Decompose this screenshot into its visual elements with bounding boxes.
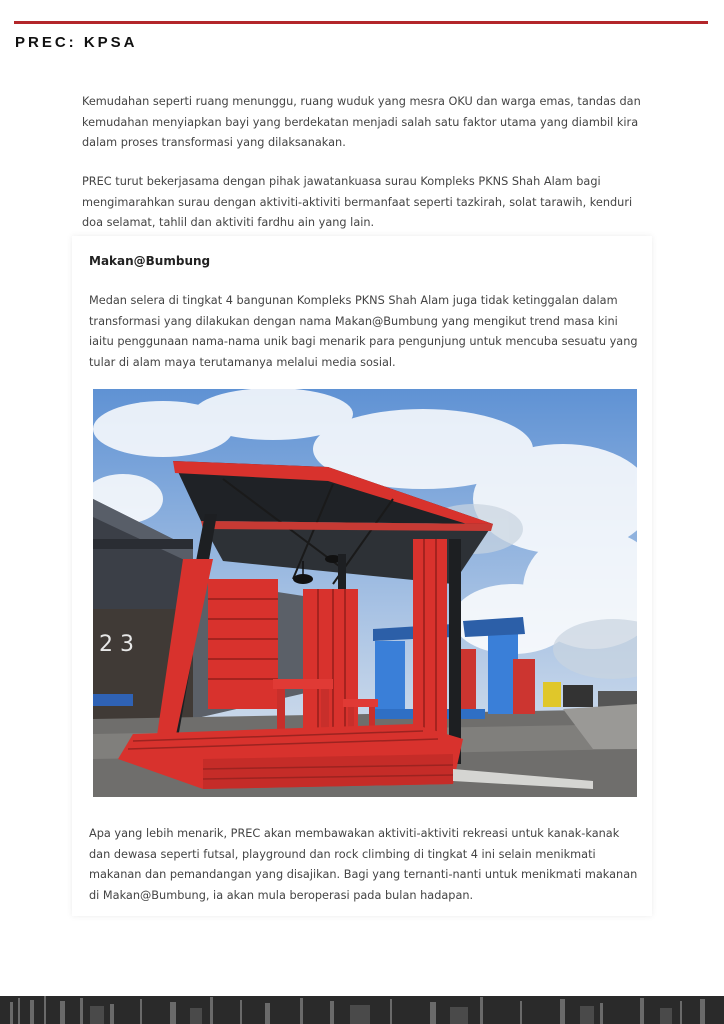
- wall-number: 2 3: [99, 632, 134, 657]
- section-title: Makan@Bumbung: [89, 254, 211, 268]
- rooftop-pavilion-photo: [93, 389, 637, 797]
- footer-band: [0, 996, 724, 1024]
- paragraph-recreation: Apa yang lebih menarik, PREC akan membawakan aktiviti-aktiviti rekreasi untuk kanak-kanak dan dewasa seperti futsal, playground dan rock climbing di tingkat 4 ini selain menikmati makanan dan pemandangan yang disajikan. Bagi yang ternanti-nanti untuk menikmati makanan di Makan@Bumbung, ia akan mula beroperasi pada bulan hadapan.: [89, 827, 638, 902]
- paragraph-food-court: Medan selera di tingkat 4 bangunan Kompleks PKNS Shah Alam juga tidak ketinggalan dalam transformasi yang dilakukan dengan nama Makan@Bumbung yang mengikut trend masa kini iaitu penggunaan nama-nama unik bagi menarik para pengunjung untuk mencuba sesuatu yang tular di alam maya terutamanya melalui media sosial.: [89, 294, 638, 369]
- header-rule: [14, 21, 708, 24]
- paragraph-surau: PREC turut bekerjasama dengan pihak jawatankuasa surau Kompleks PKNS Shah Alam bagi mengimarahkan surau dengan aktiviti-aktiviti bermanfaat seperti tazkirah, solat tarawih, kenduri doa selamat, tahlil dan aktiviti fardhu ain yang lain.: [82, 175, 633, 229]
- paragraph-facilities: Kemudahan seperti ruang menunggu, ruang wuduk yang mesra OKU dan warga emas, tandas dan kemudahan menyiapkan bayi yang berdekatan menjadi salah satu faktor utama yang diambil kira dalam proses transformasi yang dilaksanakan.: [82, 95, 641, 149]
- brand-title: PREC: KPSA: [15, 34, 138, 51]
